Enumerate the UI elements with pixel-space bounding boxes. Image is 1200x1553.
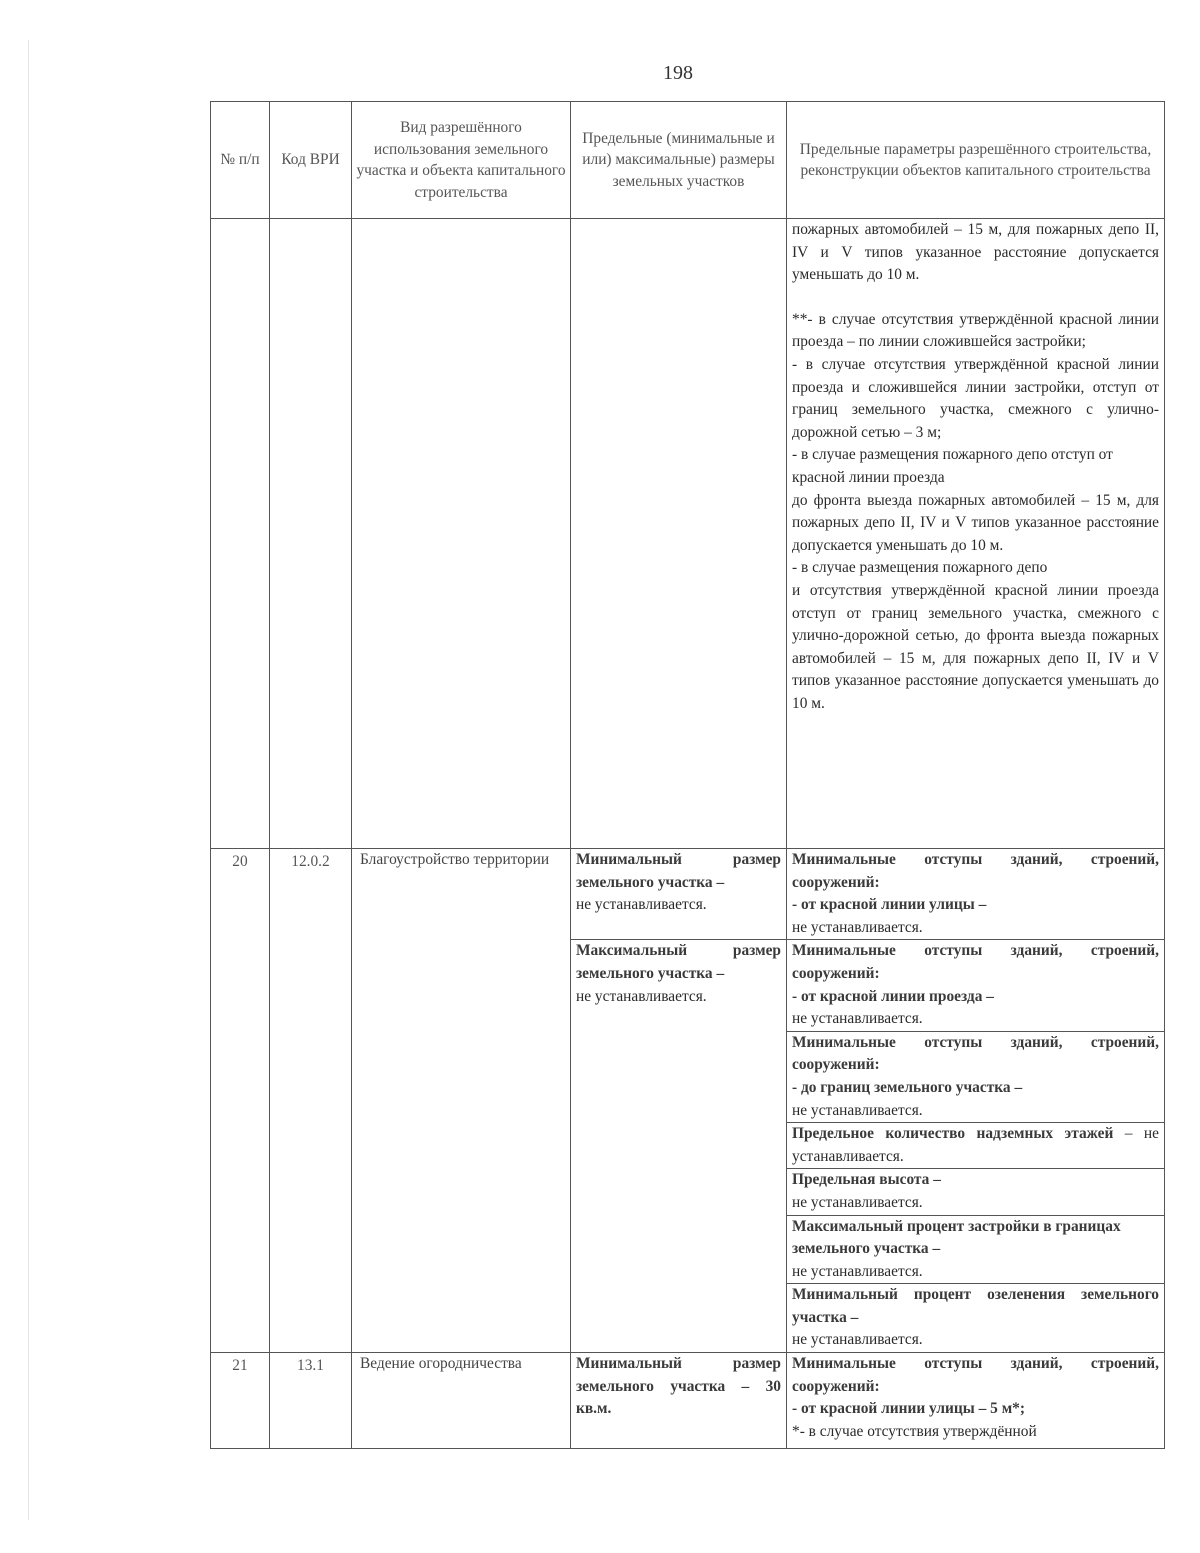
row20-param-3 (787, 1031, 1165, 1122)
header-num: № п/п (211, 102, 270, 219)
cont-paragraph: - в случае размещения пожарного депо (792, 559, 1048, 577)
param-label: Минимальные отступы зданий, строений, сооружений: (792, 942, 1159, 982)
param-label: Предельная высота – (792, 1171, 941, 1189)
param-value: не устанавливается. (792, 1262, 923, 1280)
cont-params-cell (787, 219, 1165, 849)
row20-param-1 (787, 849, 1165, 940)
cont-code-cell (270, 219, 352, 849)
header-params: Предельные параметры разрешённого строительства, реконструкции объектов капитального строительства (787, 102, 1165, 219)
param-sublabel: - до границ земельного участка – (792, 1078, 1023, 1096)
param-label: Минимальные отступы зданий, строений, сооружений: (792, 1355, 1159, 1395)
table-header-row (211, 102, 1165, 219)
cont-kind-cell (352, 219, 571, 849)
cont-paragraph: - в случае отсутствия утверждённой красной линии проезда и сложившейся линии застройки, отступ от границ земельного участка, смежного с улично-дорожной сетью – 3 м; (792, 355, 1159, 441)
row21-num: 21 (211, 1353, 270, 1449)
row20-min-size-value: не устанавливается. (576, 896, 707, 914)
regulations-table (210, 101, 1165, 1449)
row20-max-size (571, 940, 787, 1353)
param-value: – не устанавливается. (792, 1125, 1159, 1165)
param-label: Предельное количество надземных этажей (792, 1125, 1114, 1143)
page-number: 198 (663, 62, 693, 84)
table-row-20 (211, 849, 1165, 940)
param-label: Минимальные отступы зданий, строений, сооружений: (792, 1033, 1159, 1074)
row21-code: 13.1 (270, 1353, 352, 1449)
param-value: не устанавливается. (792, 1193, 923, 1211)
row20-name: Благоустройство территории (352, 849, 571, 1353)
row20-code: 12.0.2 (270, 849, 352, 1353)
param-value: не устанавливается. (792, 1101, 923, 1119)
header-sizes: Предельные (минимальные и или) максимальные) размеры земельных участков (571, 102, 787, 219)
row20-param-4 (787, 1123, 1165, 1169)
param-value: не устанавливается. (792, 1010, 923, 1028)
row21-min-size (571, 1353, 787, 1449)
cont-sizes-cell (571, 219, 787, 849)
row20-num: 20 (211, 849, 270, 1353)
row20-min-size-label: Минимальный размер земельного участка – (576, 851, 781, 891)
row20-max-size-label: Максимальный размер земельного участка – (576, 942, 781, 982)
scan-edge-line (28, 40, 29, 1520)
row20-max-size-value: не устанавливается. (576, 987, 707, 1005)
row20-param-2 (787, 940, 1165, 1031)
row20-param-5 (787, 1169, 1165, 1215)
cont-paragraph: **- в случае отсутствия утверждённой красной линии проезда – по линии сложившейся застройки; (792, 310, 1159, 351)
cont-paragraph: пожарных автомобилей – 15 м, для пожарных депо II, IV и V типов указанное расстояние допускается уменьшать до 10 м. (792, 221, 1159, 284)
row21-min-size-label: Минимальный размер земельного участка – 30 кв.м. (576, 1355, 781, 1418)
param-value: не устанавливается. (792, 918, 923, 936)
row20-param-6 (787, 1215, 1165, 1284)
param-label: Минимальный процент озеленения земельного участка – (792, 1286, 1159, 1326)
header-code: Код ВРИ (270, 102, 352, 219)
header-kind: Вид разрешённого использования земельного участка и объекта капитального строительства (352, 102, 571, 219)
table-row-continuation (211, 219, 1165, 849)
param-sublabel: - от красной линии проезда – (792, 987, 994, 1005)
cont-paragraph: - в случае размещения пожарного депо отступ от красной линии проезда (792, 446, 1113, 486)
param-label: Минимальные отступы зданий, строений, сооружений: (792, 851, 1159, 891)
param-label: Максимальный процент застройки в границах земельного участка – (792, 1217, 1121, 1258)
param-value: не устанавливается. (792, 1331, 923, 1349)
row20-min-size (571, 849, 787, 940)
param-sublabel: - от красной линии улицы – (792, 896, 987, 914)
table-row-21 (211, 1353, 1165, 1449)
cont-num-cell (211, 219, 270, 849)
row21-name: Ведение огородничества (352, 1353, 571, 1449)
param-sublabel: - от красной линии улицы – 5 м*; (792, 1400, 1025, 1418)
param-value: *- в случае отсутствия утверждённой (792, 1422, 1037, 1440)
row21-params (787, 1353, 1165, 1449)
row20-param-7 (787, 1284, 1165, 1353)
cont-paragraph: и отсутствия утверждённой красной линии проезда отступ от границ земельного участка, смежного с улично-дорожной сетью, до фронта выезда пожарных автомобилей – 15 м, для пожарных депо II, IV и V типов указанное расстояние допускается уменьшать до 10 м. (792, 581, 1159, 712)
cont-paragraph: до фронта выезда пожарных автомобилей – 15 м, для пожарных депо II, IV и V типов указанное расстояние допускается уменьшать до 10 м. (792, 491, 1159, 554)
